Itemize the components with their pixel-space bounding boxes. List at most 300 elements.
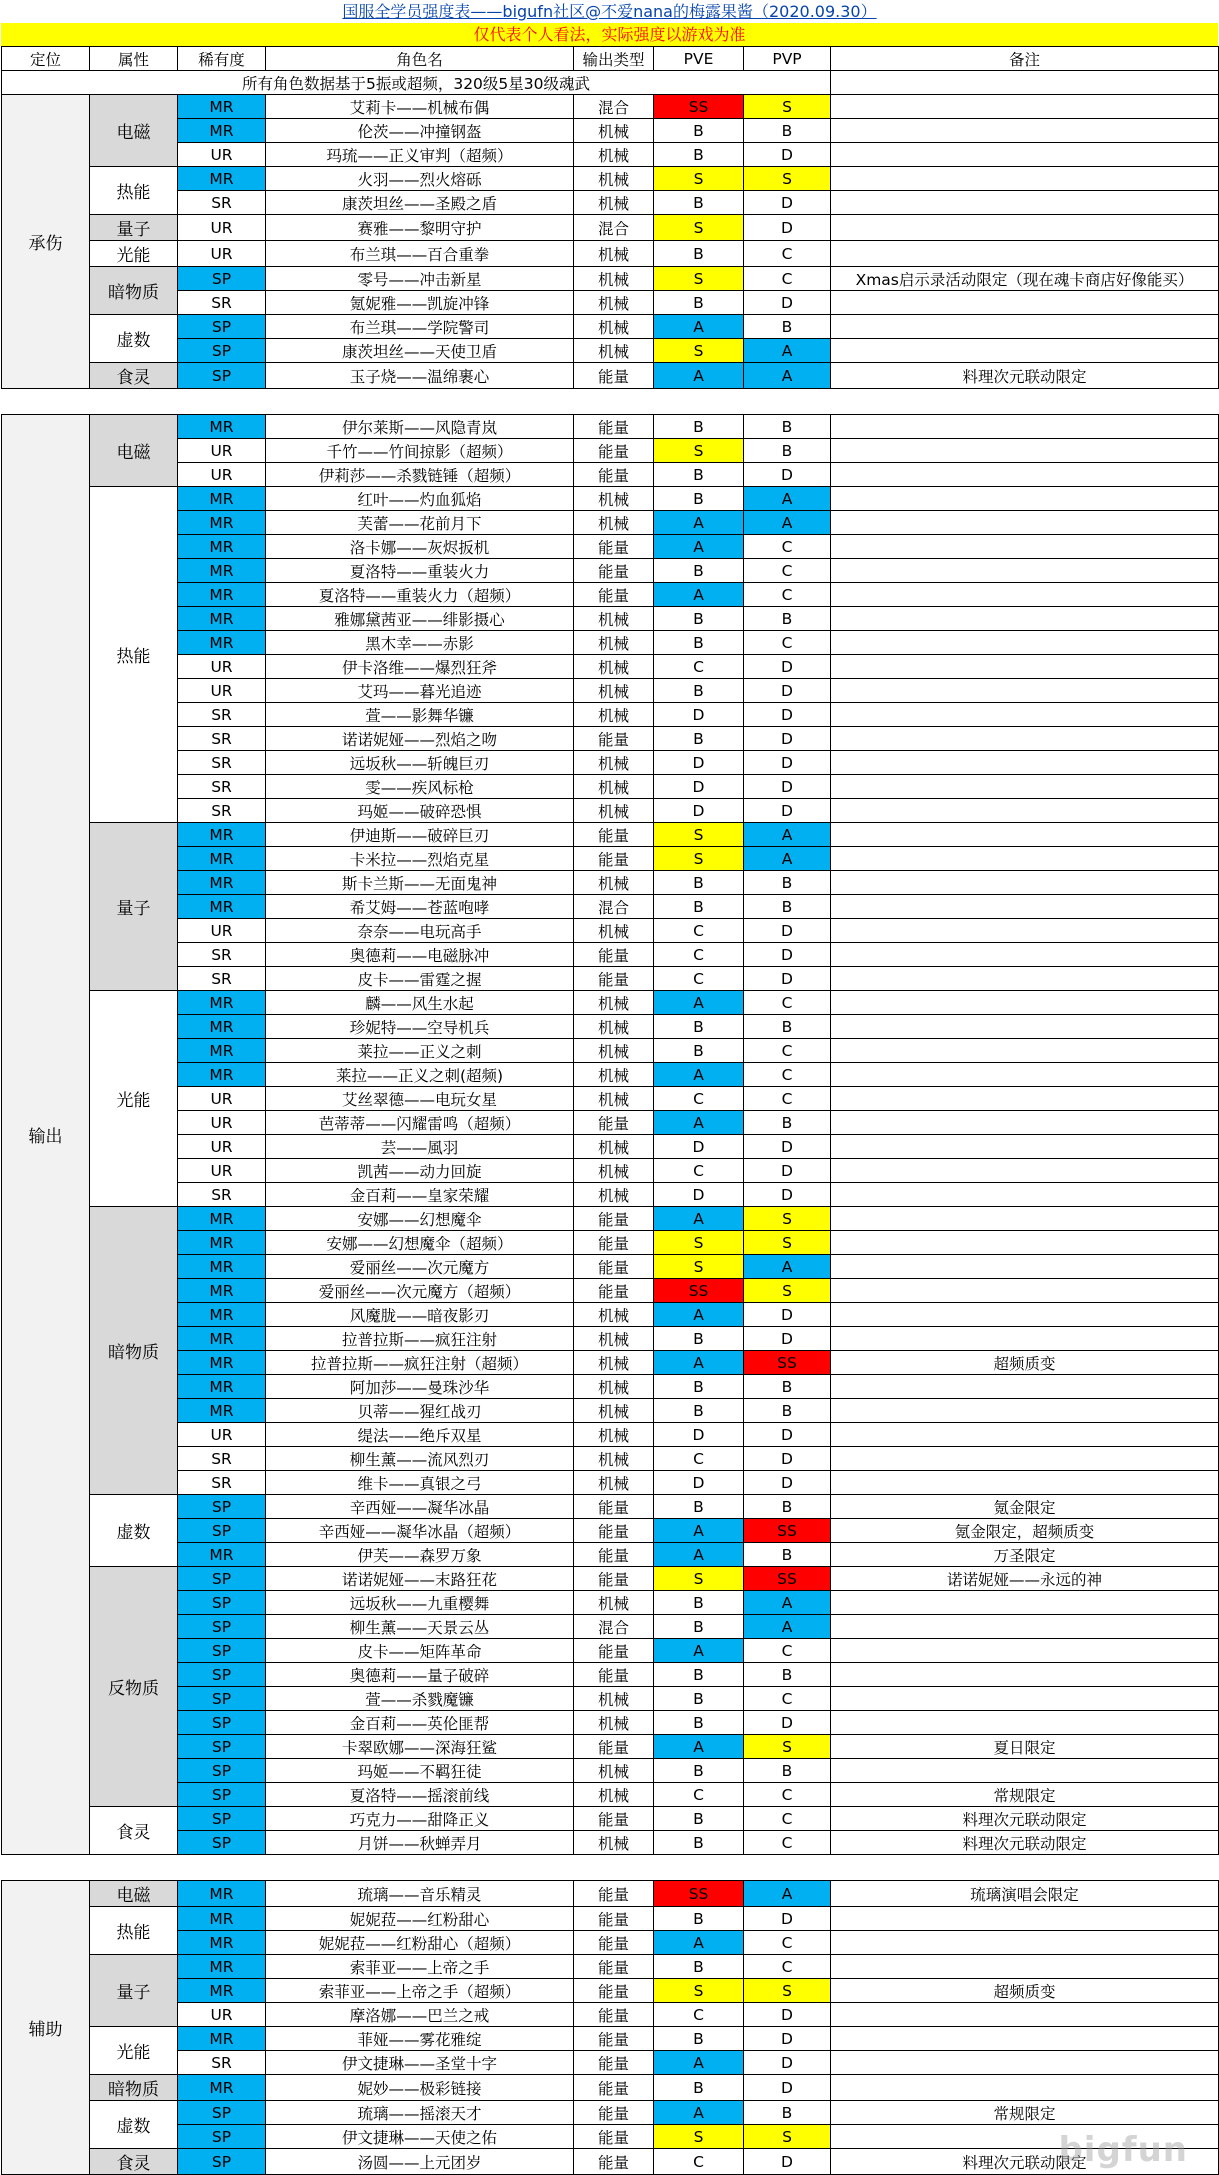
character-name-cell: 辛西娅——凝华冰晶	[266, 1495, 574, 1519]
character-name-cell: 黑木幸——赤影	[266, 631, 574, 655]
pvp-grade-cell: B	[744, 871, 831, 895]
output-type-cell: 机械	[574, 799, 654, 823]
pve-grade-cell: B	[654, 895, 744, 919]
notes-cell	[831, 727, 1219, 751]
pve-grade-cell: B	[654, 727, 744, 751]
table-row	[2, 1015, 1219, 1039]
pvp-grade-cell: C	[744, 1783, 831, 1807]
character-name-cell: 玛琉——正义审判（超频）	[266, 143, 574, 167]
output-type-cell: 能量	[574, 967, 654, 991]
pve-grade-cell: B	[654, 871, 744, 895]
output-type-cell: 机械	[574, 1375, 654, 1399]
character-name-cell: 琉璃——摇滚天才	[266, 2101, 574, 2125]
notes-cell: 琉璃演唱会限定	[831, 1881, 1219, 1907]
attribute-cell: 食灵	[90, 2149, 178, 2175]
notes-cell	[831, 1159, 1219, 1183]
pve-grade-cell: B	[654, 291, 744, 315]
pve-grade-cell: S	[654, 823, 744, 847]
rarity-cell: SP	[178, 2149, 266, 2175]
pvp-grade-cell: B	[744, 1759, 831, 1783]
rarity-cell: MR	[178, 1543, 266, 1567]
rarity-cell: SP	[178, 1687, 266, 1711]
notes-cell: 超频质变	[831, 1351, 1219, 1375]
attribute-cell: 光能	[90, 241, 178, 267]
character-name-cell: 千竹——竹间掠影（超频）	[266, 439, 574, 463]
output-type-cell: 机械	[574, 1447, 654, 1471]
notes-cell	[831, 1279, 1219, 1303]
gap-cell	[2, 389, 1219, 415]
output-type-cell: 混合	[574, 95, 654, 119]
rarity-cell: SP	[178, 1807, 266, 1831]
output-type-cell: 机械	[574, 919, 654, 943]
section-gap	[2, 389, 1219, 415]
rarity-cell: MR	[178, 2075, 266, 2101]
output-type-cell: 能量	[574, 583, 654, 607]
table-row	[2, 1087, 1219, 1111]
pve-grade-cell: D	[654, 1471, 744, 1495]
table-row	[2, 1159, 1219, 1183]
pvp-grade-cell: A	[744, 511, 831, 535]
notes-cell	[831, 679, 1219, 703]
table-row	[2, 1279, 1219, 1303]
notes-cell	[831, 943, 1219, 967]
output-type-cell: 机械	[574, 1015, 654, 1039]
character-name-cell: 希艾姆——苍蓝咆哮	[266, 895, 574, 919]
pve-grade-cell: B	[654, 2027, 744, 2051]
pvp-grade-cell: C	[744, 1807, 831, 1831]
notes-cell	[831, 1447, 1219, 1471]
table-row	[2, 847, 1219, 871]
rarity-cell: SR	[178, 1183, 266, 1207]
notes-cell	[831, 1471, 1219, 1495]
rarity-cell: SR	[178, 943, 266, 967]
notes-cell	[831, 1663, 1219, 1687]
pve-grade-cell: S	[654, 2125, 744, 2149]
pvp-grade-cell: D	[744, 1159, 831, 1183]
output-type-cell: 能量	[574, 2051, 654, 2075]
rarity-cell: MR	[178, 1351, 266, 1375]
pve-grade-cell: D	[654, 1423, 744, 1447]
pvp-grade-cell: B	[744, 607, 831, 631]
table-row	[2, 2027, 1219, 2051]
output-type-cell: 能量	[574, 943, 654, 967]
pvp-grade-cell: S	[744, 95, 831, 119]
character-name-cell: 阿加莎——曼珠沙华	[266, 1375, 574, 1399]
rarity-cell: MR	[178, 535, 266, 559]
pve-grade-cell: B	[654, 1039, 744, 1063]
notes-cell	[831, 1615, 1219, 1639]
output-type-cell: 能量	[574, 2149, 654, 2175]
bigfun-watermark: bigfun	[1058, 2130, 1188, 2170]
output-type-cell: 机械	[574, 511, 654, 535]
table-row	[2, 1955, 1219, 1979]
table-row	[2, 679, 1219, 703]
header-character: 角色名	[266, 47, 574, 71]
rarity-cell: UR	[178, 679, 266, 703]
table-row	[2, 1471, 1219, 1495]
pve-grade-cell: B	[654, 607, 744, 631]
rarity-cell: UR	[178, 439, 266, 463]
pve-grade-cell: C	[654, 2003, 744, 2027]
output-type-cell: 能量	[574, 2003, 654, 2027]
pve-grade-cell: B	[654, 1591, 744, 1615]
output-type-cell: 能量	[574, 415, 654, 439]
output-type-cell: 能量	[574, 2125, 654, 2149]
table-row	[2, 607, 1219, 631]
notes-cell	[831, 2003, 1219, 2027]
notes-cell	[831, 2027, 1219, 2051]
pvp-grade-cell: S	[744, 2125, 831, 2149]
rarity-cell: MR	[178, 1907, 266, 1931]
table-row	[2, 511, 1219, 535]
notes-cell	[831, 583, 1219, 607]
notes-cell	[831, 291, 1219, 315]
header-row	[2, 47, 1219, 71]
character-name-cell: 远坂秋——九重樱舞	[266, 1591, 574, 1615]
output-type-cell: 机械	[574, 775, 654, 799]
rarity-cell: SR	[178, 727, 266, 751]
attribute-cell: 暗物质	[90, 267, 178, 315]
notes-cell	[831, 415, 1219, 439]
pve-grade-cell: D	[654, 751, 744, 775]
pve-grade-cell: SS	[654, 1279, 744, 1303]
table-row	[2, 143, 1219, 167]
pve-grade-cell: D	[654, 775, 744, 799]
pve-grade-cell: D	[654, 1135, 744, 1159]
rarity-cell: UR	[178, 1135, 266, 1159]
rarity-cell: SP	[178, 1495, 266, 1519]
table-row	[2, 559, 1219, 583]
notes-cell: 夏日限定	[831, 1735, 1219, 1759]
character-name-cell: 艾玛——暮光追迹	[266, 679, 574, 703]
table-row	[2, 439, 1219, 463]
rarity-cell: SR	[178, 191, 266, 215]
table-row	[2, 291, 1219, 315]
character-name-cell: 红叶——灼血狐焰	[266, 487, 574, 511]
output-type-cell: 机械	[574, 1063, 654, 1087]
notes-cell: 氪金限定	[831, 1495, 1219, 1519]
table-row	[2, 1135, 1219, 1159]
notes-cell	[831, 167, 1219, 191]
notes-cell	[831, 463, 1219, 487]
role-cell: 输出	[2, 415, 90, 1855]
pve-grade-cell: A	[654, 363, 744, 389]
notes-cell	[831, 143, 1219, 167]
pvp-grade-cell: D	[744, 679, 831, 703]
table-row	[2, 1907, 1219, 1931]
pve-grade-cell: S	[654, 439, 744, 463]
table-row	[2, 1663, 1219, 1687]
character-name-cell: 远坂秋——斩魄巨刃	[266, 751, 574, 775]
attribute-cell: 虚数	[90, 315, 178, 363]
pvp-grade-cell: A	[744, 1881, 831, 1907]
character-name-cell: 洛卡娜——灰烬扳机	[266, 535, 574, 559]
table-row	[2, 895, 1219, 919]
output-type-cell: 机械	[574, 1471, 654, 1495]
pvp-grade-cell: D	[744, 1183, 831, 1207]
attribute-cell: 热能	[90, 167, 178, 215]
notes-cell: 料理次元联动限定	[831, 1831, 1219, 1855]
pvp-grade-cell: S	[744, 1231, 831, 1255]
output-type-cell: 能量	[574, 1495, 654, 1519]
pve-grade-cell: B	[654, 1327, 744, 1351]
attribute-cell: 反物质	[90, 1567, 178, 1807]
rarity-cell: MR	[178, 95, 266, 119]
table-row	[2, 463, 1219, 487]
character-name-cell: 玛姬——破碎恐惧	[266, 799, 574, 823]
pve-grade-cell: D	[654, 703, 744, 727]
character-name-cell: 氪妮雅——凯旋冲锋	[266, 291, 574, 315]
attribute-cell: 光能	[90, 991, 178, 1207]
rarity-cell: SP	[178, 2101, 266, 2125]
character-name-cell: 妮妮菈——红粉甜心（超频）	[266, 1931, 574, 1955]
character-name-cell: 零号——冲击新星	[266, 267, 574, 291]
attribute-cell: 虚数	[90, 1495, 178, 1567]
attribute-cell: 食灵	[90, 363, 178, 389]
character-name-cell: 缇法——绝斥双星	[266, 1423, 574, 1447]
pvp-grade-cell: A	[744, 339, 831, 363]
character-name-cell: 风魔胧——暗夜影刃	[266, 1303, 574, 1327]
notes-cell: 常规限定	[831, 1783, 1219, 1807]
pvp-grade-cell: C	[744, 1955, 831, 1979]
pvp-grade-cell: D	[744, 143, 831, 167]
pvp-grade-cell: B	[744, 1399, 831, 1423]
sheet-title[interactable]: 国服全学员强度表——bigufn社区@不爱nana的梅露果酱（2020.09.30）	[1, 0, 1218, 23]
rarity-cell: UR	[178, 655, 266, 679]
output-type-cell: 机械	[574, 607, 654, 631]
output-type-cell: 能量	[574, 535, 654, 559]
pve-grade-cell: B	[654, 191, 744, 215]
pvp-grade-cell: D	[744, 1303, 831, 1327]
output-type-cell: 能量	[574, 1255, 654, 1279]
pve-grade-cell: A	[654, 2101, 744, 2125]
rarity-cell: SP	[178, 1615, 266, 1639]
notes-cell	[831, 847, 1219, 871]
output-type-cell: 机械	[574, 655, 654, 679]
notes-cell	[831, 1135, 1219, 1159]
notes-cell	[831, 1907, 1219, 1931]
pve-grade-cell: S	[654, 1979, 744, 2003]
table-row	[2, 1207, 1219, 1231]
pve-grade-cell: B	[654, 1711, 744, 1735]
role-cell: 承伤	[2, 95, 90, 389]
character-name-cell: 月饼——秋蝉弄月	[266, 1831, 574, 1855]
pvp-grade-cell: S	[744, 1279, 831, 1303]
pvp-grade-cell: SS	[744, 1519, 831, 1543]
pve-grade-cell: A	[654, 1735, 744, 1759]
output-type-cell: 能量	[574, 2075, 654, 2101]
output-type-cell: 能量	[574, 1639, 654, 1663]
pvp-grade-cell: D	[744, 943, 831, 967]
rarity-cell: MR	[178, 1231, 266, 1255]
attribute-cell: 食灵	[90, 1807, 178, 1855]
pvp-grade-cell: S	[744, 1735, 831, 1759]
character-name-cell: 安娜——幻想魔伞（超频）	[266, 1231, 574, 1255]
pvp-grade-cell: S	[744, 1979, 831, 2003]
output-type-cell: 机械	[574, 1711, 654, 1735]
character-name-cell: 妮妮菈——红粉甜心	[266, 1907, 574, 1931]
pvp-grade-cell: C	[744, 1039, 831, 1063]
notes-cell	[831, 1711, 1219, 1735]
pvp-grade-cell: D	[744, 967, 831, 991]
output-type-cell: 机械	[574, 487, 654, 511]
character-name-cell: 麟——风生水起	[266, 991, 574, 1015]
pve-grade-cell: C	[654, 1447, 744, 1471]
pvp-grade-cell: A	[744, 1255, 831, 1279]
character-name-cell: 伦茨——冲撞钢盔	[266, 119, 574, 143]
table-row	[2, 2149, 1219, 2175]
character-name-cell: 伊文捷琳——天使之佑	[266, 2125, 574, 2149]
pve-grade-cell: C	[654, 1783, 744, 1807]
notes-cell	[831, 1639, 1219, 1663]
rarity-cell: MR	[178, 1279, 266, 1303]
character-name-cell: 雅娜黛茜亚——绯影摄心	[266, 607, 574, 631]
table-row	[2, 2125, 1219, 2149]
character-name-cell: 艾丝翠德——电玩女星	[266, 1087, 574, 1111]
character-name-cell: 伊文捷琳——圣堂十字	[266, 2051, 574, 2075]
pve-grade-cell: C	[654, 919, 744, 943]
notes-cell	[831, 607, 1219, 631]
character-name-cell: 艾莉卡——机械布偶	[266, 95, 574, 119]
notes-cell	[831, 919, 1219, 943]
notes-cell	[831, 1591, 1219, 1615]
pvp-grade-cell: B	[744, 439, 831, 463]
rarity-cell: UR	[178, 1111, 266, 1135]
output-type-cell: 机械	[574, 1423, 654, 1447]
character-name-cell: 玉子烧——温绵裹心	[266, 363, 574, 389]
table-row	[2, 1063, 1219, 1087]
table-row	[2, 1931, 1219, 1955]
character-name-cell: 琉璃——音乐精灵	[266, 1881, 574, 1907]
pve-grade-cell: S	[654, 167, 744, 191]
table-row	[2, 583, 1219, 607]
pve-grade-cell: S	[654, 1567, 744, 1591]
output-type-cell: 机械	[574, 143, 654, 167]
table-row	[2, 1639, 1219, 1663]
notes-cell	[831, 1207, 1219, 1231]
table-row	[2, 1039, 1219, 1063]
output-type-cell: 机械	[574, 1351, 654, 1375]
output-type-cell: 机械	[574, 1759, 654, 1783]
pvp-grade-cell: D	[744, 1135, 831, 1159]
character-name-cell: 贝蒂——猩红战刃	[266, 1399, 574, 1423]
rarity-cell: SR	[178, 703, 266, 727]
rarity-cell: SP	[178, 1663, 266, 1687]
table-row	[2, 215, 1219, 241]
pvp-grade-cell: D	[744, 291, 831, 315]
role-cell: 辅助	[2, 1881, 90, 2175]
output-type-cell: 机械	[574, 871, 654, 895]
pvp-grade-cell: SS	[744, 1567, 831, 1591]
pve-grade-cell: A	[654, 511, 744, 535]
pvp-grade-cell: D	[744, 1327, 831, 1351]
table-row	[2, 775, 1219, 799]
rarity-cell: SP	[178, 267, 266, 291]
character-name-cell: 诺诺妮娅——烈焰之吻	[266, 727, 574, 751]
output-type-cell: 能量	[574, 1881, 654, 1907]
rarity-cell: UR	[178, 241, 266, 267]
notes-cell	[831, 967, 1219, 991]
table-row	[2, 487, 1219, 511]
character-name-cell: 夏洛特——重装火力（超频）	[266, 583, 574, 607]
pvp-grade-cell: D	[744, 1907, 831, 1931]
pvp-grade-cell: C	[744, 991, 831, 1015]
pvp-grade-cell: D	[744, 1447, 831, 1471]
pvp-grade-cell: D	[744, 2003, 831, 2027]
pve-grade-cell: A	[654, 583, 744, 607]
pvp-grade-cell: S	[744, 1207, 831, 1231]
notes-cell	[831, 1111, 1219, 1135]
character-name-cell: 拉普拉斯——疯狂注射（超频）	[266, 1351, 574, 1375]
output-type-cell: 机械	[574, 679, 654, 703]
pvp-grade-cell: D	[744, 751, 831, 775]
pve-grade-cell: A	[654, 2051, 744, 2075]
table-row	[2, 1831, 1219, 1855]
output-type-cell: 机械	[574, 1687, 654, 1711]
tier-sheet	[1, 0, 1218, 2175]
rarity-cell: SR	[178, 751, 266, 775]
rarity-cell: MR	[178, 895, 266, 919]
notes-cell	[831, 631, 1219, 655]
pve-grade-cell: B	[654, 415, 744, 439]
rarity-cell: MR	[178, 487, 266, 511]
character-name-cell: 赛雅——黎明守护	[266, 215, 574, 241]
notes-cell	[831, 1087, 1219, 1111]
output-type-cell: 能量	[574, 1519, 654, 1543]
table-row	[2, 1519, 1219, 1543]
notes-cell	[831, 487, 1219, 511]
table-row	[2, 1351, 1219, 1375]
output-type-cell: 机械	[574, 1135, 654, 1159]
attribute-cell: 暗物质	[90, 2075, 178, 2101]
table-row	[2, 1255, 1219, 1279]
table-row	[2, 1327, 1219, 1351]
pvp-grade-cell: A	[744, 1591, 831, 1615]
pvp-grade-cell: A	[744, 823, 831, 847]
character-name-cell: 摩洛娜——巴兰之戒	[266, 2003, 574, 2027]
rarity-cell: MR	[178, 1399, 266, 1423]
rarity-cell: MR	[178, 847, 266, 871]
output-type-cell: 机械	[574, 631, 654, 655]
pve-grade-cell: B	[654, 143, 744, 167]
table-row	[2, 339, 1219, 363]
pve-grade-cell: S	[654, 1231, 744, 1255]
notes-cell	[831, 1399, 1219, 1423]
pve-grade-cell: B	[654, 1399, 744, 1423]
output-type-cell: 能量	[574, 1231, 654, 1255]
table-row	[2, 991, 1219, 1015]
header-rarity: 稀有度	[178, 47, 266, 71]
character-name-cell: 维卡——真银之弓	[266, 1471, 574, 1495]
rarity-cell: MR	[178, 511, 266, 535]
pvp-grade-cell: C	[744, 1931, 831, 1955]
notes-cell: 料理次元联动限定	[831, 1807, 1219, 1831]
pvp-grade-cell: D	[744, 463, 831, 487]
pve-grade-cell: D	[654, 799, 744, 823]
pvp-grade-cell: B	[744, 895, 831, 919]
attribute-cell: 量子	[90, 823, 178, 991]
output-type-cell: 能量	[574, 463, 654, 487]
pve-grade-cell: B	[654, 1663, 744, 1687]
pvp-grade-cell: D	[744, 655, 831, 679]
table-row	[2, 703, 1219, 727]
notes-cell	[831, 703, 1219, 727]
character-name-cell: 康茨坦丝——圣殿之盾	[266, 191, 574, 215]
rarity-cell: MR	[178, 1015, 266, 1039]
rarity-cell: SR	[178, 799, 266, 823]
pvp-grade-cell: D	[744, 2075, 831, 2101]
pvp-grade-cell: D	[744, 919, 831, 943]
